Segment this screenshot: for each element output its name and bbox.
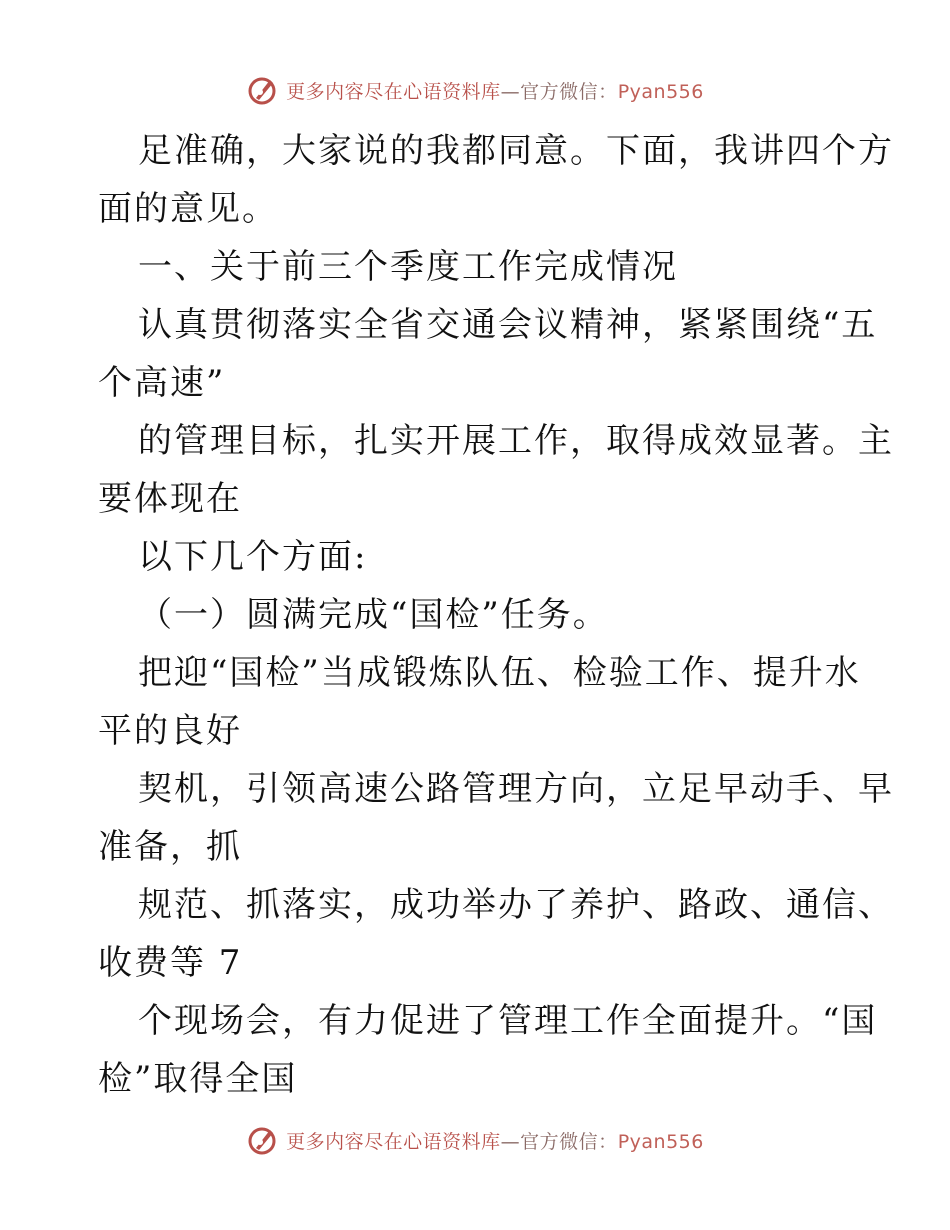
watermark-id: Pyan556 — [617, 80, 704, 103]
text-line: 要体现在 — [98, 479, 242, 519]
text-line: 认真贯彻落实全省交通会议精神，紧紧围绕“五 — [138, 305, 878, 345]
text-line: 的管理目标，扎实开展工作，取得成效显著。主 — [138, 421, 894, 461]
watermark-main: 更多内容尽在心语资料库 — [286, 1130, 501, 1153]
text-line: 检”取得全国 — [98, 1059, 298, 1099]
watermark-id: Pyan556 — [617, 1130, 704, 1153]
text-line: 面的意见。 — [98, 189, 278, 229]
text-line: 契机，引领高速公路管理方向，立足早动手、早 — [138, 769, 894, 809]
quill-logo-icon — [246, 74, 278, 106]
text-line: 个高速” — [98, 363, 226, 403]
text-line: 以下几个方面: — [138, 537, 368, 577]
watermark-text — [286, 77, 704, 104]
document-body — [98, 122, 894, 1108]
header-watermark — [0, 70, 950, 110]
text-line: 规范、抓落实，成功举办了养护、路政、通信、 — [138, 885, 894, 925]
watermark-main: 更多内容尽在心语资料库 — [286, 80, 501, 103]
text-line: 一、关于前三个季度工作完成情况 — [138, 247, 678, 287]
text-line: 足准确，大家说的我都同意。下面，我讲四个方 — [138, 131, 894, 171]
text-line: 准备，抓 — [98, 827, 242, 867]
text-line: 个现场会，有力促进了管理工作全面提升。“国 — [138, 1001, 878, 1041]
text-line: 收费等 7 — [98, 943, 243, 983]
text-line: 把迎“国检”当成锻炼队伍、检验工作、提升水 — [138, 653, 861, 693]
footer-watermark — [0, 1120, 950, 1160]
watermark-wechat: 官方微信： — [520, 80, 618, 103]
watermark-dash: — — [500, 1130, 521, 1153]
watermark-text — [286, 1127, 704, 1154]
watermark-wechat: 官方微信： — [520, 1130, 618, 1153]
quill-logo-icon — [246, 1124, 278, 1156]
text-line: 平的良好 — [98, 711, 242, 751]
watermark-dash: — — [500, 80, 521, 103]
text-line: （一）圆满完成“国检”任务。 — [138, 595, 609, 635]
